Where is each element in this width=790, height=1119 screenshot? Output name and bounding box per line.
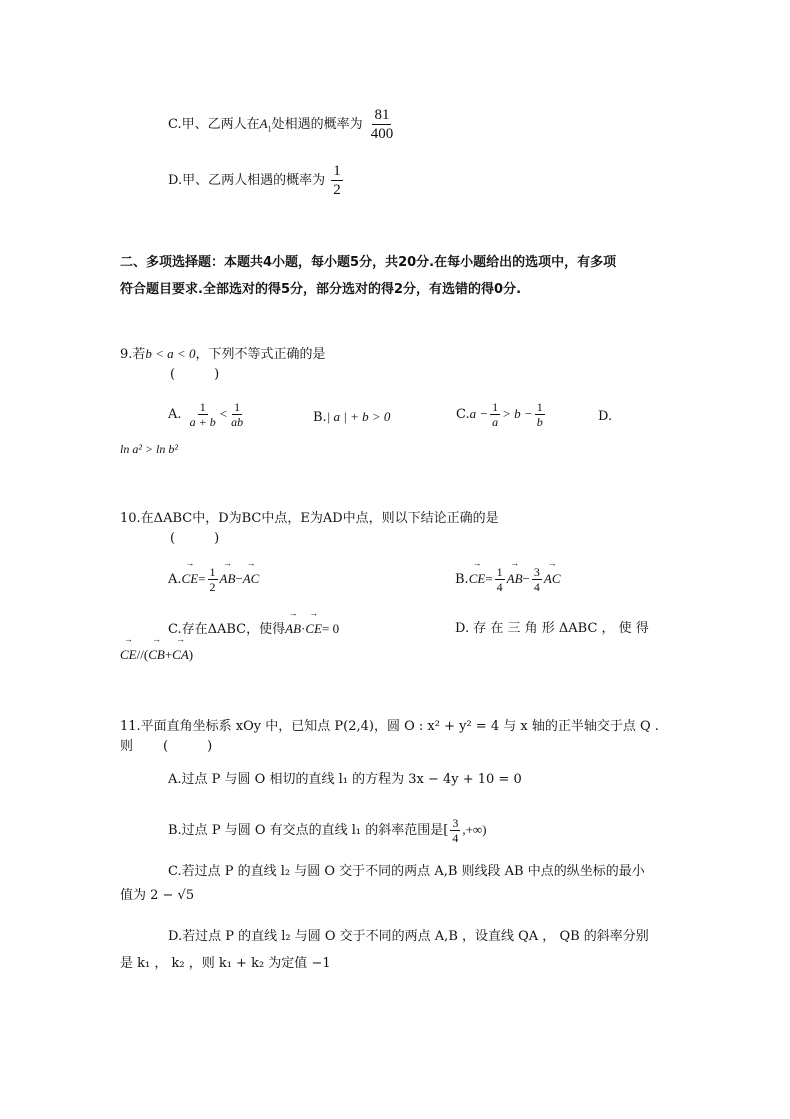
q11-option-d-line2: 是 k₁ ， k₂ ，则 k₁ + k₂ 为定值 −1	[120, 956, 331, 971]
q9-option-d-math: ln a² > ln b²	[120, 442, 178, 456]
q11-stem2	[120, 738, 212, 756]
q8-c-var: A	[259, 116, 268, 131]
q10-a-frac	[208, 565, 218, 594]
q10-bracket: ( )	[170, 531, 220, 546]
q11-b-num: 3	[452, 816, 459, 830]
q10-d-close: )	[188, 647, 194, 662]
q8-c-fraction	[369, 106, 396, 143]
q9-a-den2: ab	[231, 415, 244, 429]
q9-stem-prefix: 9.若	[120, 347, 146, 362]
q8-c-text: C.甲、乙两人在	[168, 117, 260, 132]
q10-b-frac2	[532, 565, 542, 594]
q8-c-rest: 处相遇的概率为	[271, 117, 363, 132]
q10-b-label: B.	[455, 572, 469, 587]
q10-c-text: C.存在ΔABC，使得	[168, 622, 286, 637]
q9-c-num2: 1	[536, 400, 543, 414]
q9-a-frac2	[229, 400, 245, 429]
q10-a-den: 2	[209, 580, 216, 594]
q11-b-den: 4	[452, 831, 459, 845]
q9-a-num2: 1	[234, 400, 241, 414]
q9-stem	[120, 345, 325, 364]
q10-d-par: //(	[136, 647, 149, 662]
q11-b-frac	[450, 816, 460, 845]
q9-b-math: | a | + b > 0	[326, 409, 391, 424]
q10-d-vec-ca: → CA	[172, 646, 189, 664]
q10-a-num: 1	[209, 565, 216, 579]
q9-c-a: a −	[469, 406, 489, 421]
q10-b-den1: 4	[496, 580, 503, 594]
q10-b-frac1	[495, 565, 505, 594]
q9-stem-math: b < a < 0	[145, 346, 196, 361]
q9-a-label: A.	[168, 407, 182, 422]
q10-a-eq: =	[198, 571, 206, 586]
q9-a-lt: <	[219, 406, 228, 421]
q9-c-frac2	[535, 400, 545, 429]
q11-option-d-line1: D.若过点 P 的直线 l₂ 与圆 O 交于不同的两点 A,B ，设直线 QA ， QB 的斜率分别	[168, 929, 649, 944]
q9-option-b	[313, 408, 390, 427]
q10-c-eq0: = 0	[322, 621, 340, 636]
q9-a-frac1	[188, 400, 218, 429]
q9-bracket: ( )	[170, 367, 220, 382]
q10-c-vec-ce: → CE	[305, 620, 322, 638]
q8-d-den: 2	[333, 182, 341, 198]
q11-option-b	[168, 816, 487, 845]
q11-b-post: ,+∞)	[462, 822, 487, 837]
section2-line2: 符合题目要求.全部选对的得5分，部分选对的得2分，有选错的得0分.	[120, 282, 522, 297]
q9-c-den1: a	[492, 415, 499, 429]
q10-b-den2: 4	[533, 580, 540, 594]
q9-c-num1: 1	[492, 400, 499, 414]
q10-a-vec-ce: → CE	[182, 570, 199, 588]
q10-b-num1: 1	[496, 565, 503, 579]
q10-b-minus: −	[522, 571, 530, 586]
q10-option-d-line1: D. 存 在 三 角 形 ΔABC ， 使 得	[455, 621, 649, 636]
q11-option-a: A.过点 P 与圆 O 相切的直线 l₁ 的方程为 3x − 4y + 10 = 0	[168, 772, 522, 787]
q10-option-d-line2	[120, 646, 193, 665]
q9-b-label: B.	[313, 410, 327, 425]
q10-b-vec-ab: → AB	[507, 570, 523, 588]
q10-option-a	[168, 565, 259, 594]
q8-c-num: 81	[374, 107, 390, 123]
q10-a-vec-ab: → AB	[220, 570, 236, 588]
q10-b-num2: 3	[533, 565, 540, 579]
q8-c-den: 400	[370, 126, 394, 142]
q9-option-d-label: D.	[598, 409, 613, 424]
q10-d-plus: +	[164, 647, 173, 662]
q10-a-label: A.	[168, 572, 182, 587]
q11-bracket: ( )	[163, 739, 213, 754]
q8-d-num: 1	[333, 163, 341, 179]
q10-b-vec-ac: → AC	[544, 570, 561, 588]
q9-a-den1: a + b	[189, 415, 216, 429]
q10-d-vec-ce: → CE	[120, 646, 137, 664]
q9-c-frac1	[490, 400, 500, 429]
q10-option-c	[168, 620, 339, 639]
q10-stem: 10.在ΔABC中，D为BC中点，E为AD中点，则以下结论正确的是	[120, 511, 499, 526]
q10-b-vec-ce: → CE	[469, 570, 486, 588]
q10-c-dot: ·	[301, 621, 306, 636]
q10-c-vec-ab: → AB	[285, 620, 301, 638]
q11-then: 则	[120, 739, 134, 754]
q8-c-sub: 1	[267, 124, 272, 134]
q9-a-num1: 1	[199, 400, 206, 414]
q11-stem: 11.平面直角坐标系 xOy 中，已知点 P(2,4)，圆 O : x² + y² = 4 与 x 轴的正半轴交于点 Q .	[120, 719, 659, 734]
q10-b-eq: =	[485, 571, 493, 586]
q8-option-d	[168, 162, 345, 199]
q11-option-c-line1: C.若过点 P 的直线 l₂ 与圆 O 交于不同的两点 A,B 则线段 AB 中点的纵坐标的最小	[168, 864, 645, 879]
q9-stem-suffix: ，下列不等式正确的是	[195, 347, 326, 362]
q9-option-c	[456, 400, 547, 429]
q10-option-b	[455, 565, 561, 594]
section2-line1: 二、多项选择题：本题共4小题，每小题5分，共20分.在每小题给出的选项中，有多项	[120, 255, 617, 270]
q11-option-c-line2: 值为 2 − √5	[120, 888, 195, 903]
q10-a-minus: −	[235, 571, 243, 586]
q8-d-text: D.甲、乙两人相遇的概率为	[168, 173, 326, 188]
q11-b-pre: B.过点 P 与圆 O 有交点的直线 l₁ 的斜率范围是[	[168, 823, 449, 838]
q10-a-vec-ac: → AC	[243, 570, 260, 588]
q8-option-c	[168, 106, 397, 143]
q9-c-label: C.	[456, 407, 470, 422]
q8-d-fraction	[331, 162, 343, 199]
q9-c-mid: > b −	[502, 406, 533, 421]
q10-d-vec-cb: → CB	[148, 646, 165, 664]
q9-option-a	[168, 400, 247, 429]
q9-c-den2: b	[536, 415, 543, 429]
